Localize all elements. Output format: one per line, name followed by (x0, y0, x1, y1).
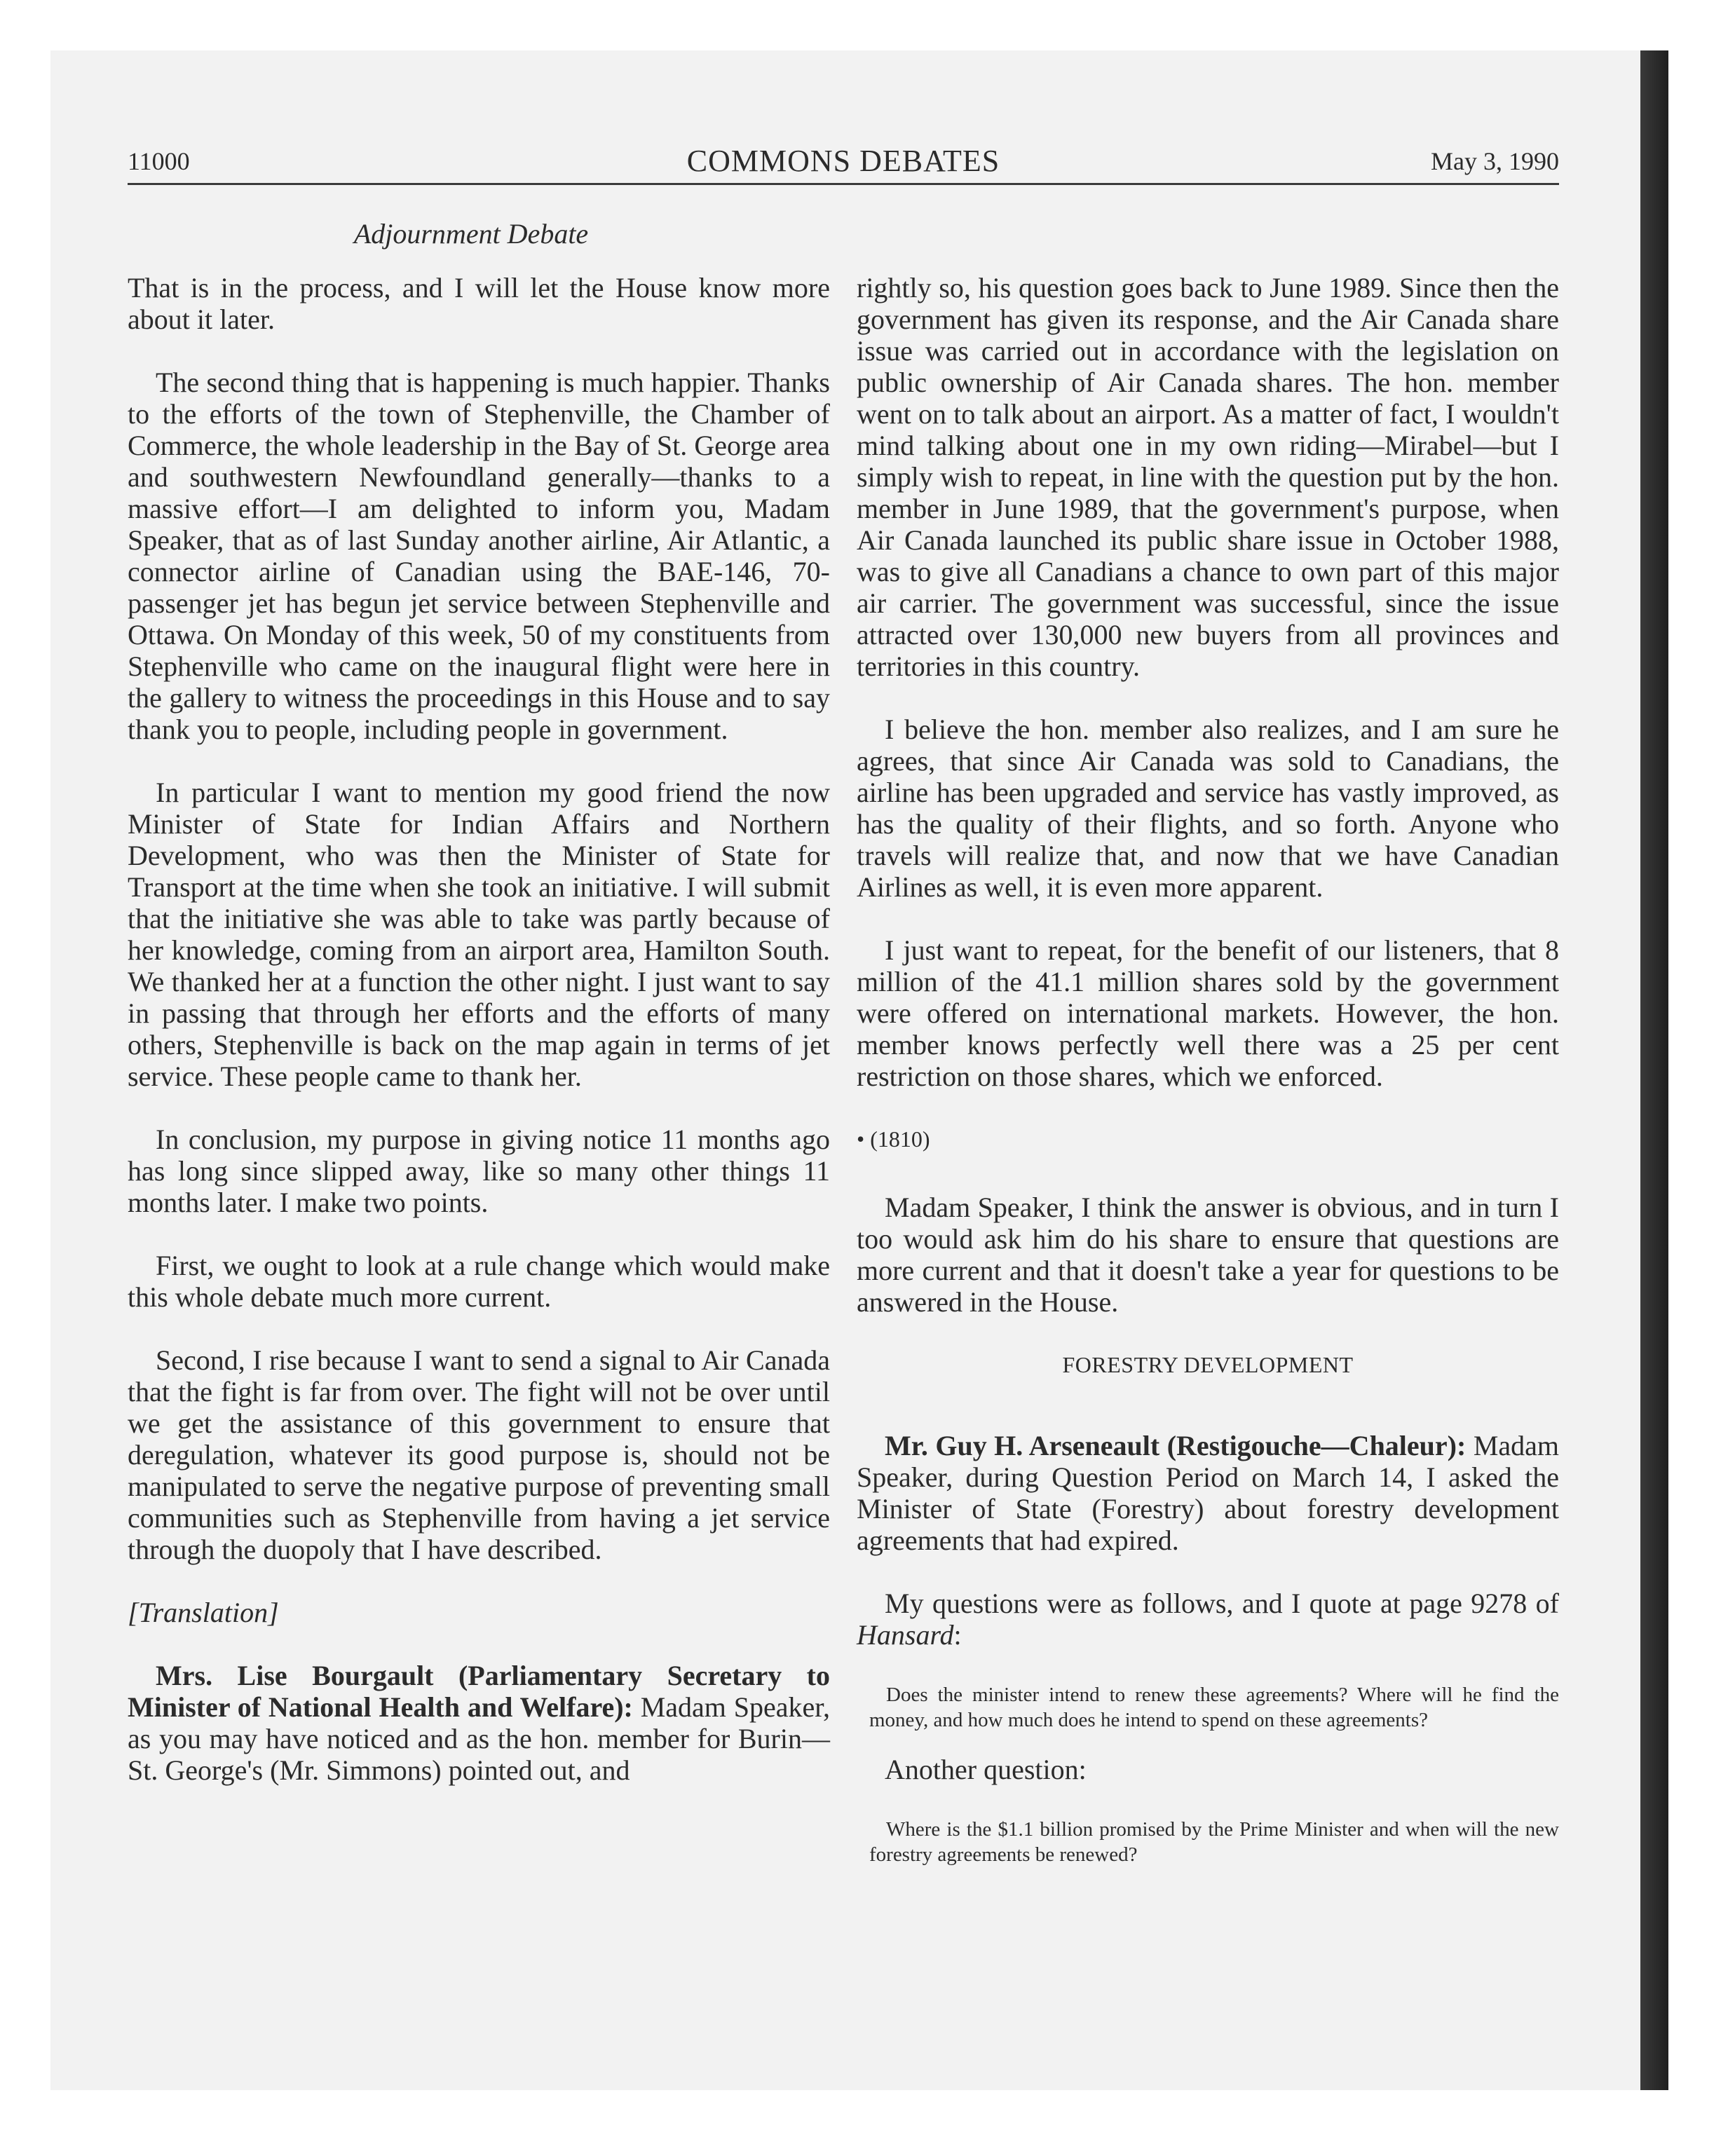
paragraph: In particular I want to mention my good friend the now Minister of State for Indian Affairs and Northern Development, who was then the Minister of State for Transport at the time when she took an initiative. I will submit that the initiative she was able to take was partly because of her knowledge, coming from an airport area, Hamilton South. We thanked her at a function the other night. I just want to say in passing that through her efforts and the efforts of many others, Stephenville is back on the map again in terms of jet service. These people came to thank her. (128, 777, 830, 1092)
paragraph: The second thing that is happening is much happier. Thanks to the efforts of the town of Stephenville, the Chamber of Commerce, the whole leadership in the Bay of St. George area and southwestern Newfoundland generally—thanks to a massive effort—I am delighted to inform you, Madam Speaker, that as of last Sunday another airline, Air Atlantic, a connector airline of Canadian using the BAE-146, 70-passenger jet has begun jet service between Stephenville and Ottawa. On Monday of this week, 50 of my constituents from Stephenville who came on the inaugural flight were here in the gallery to witness the proceedings in this House and to say thank you to people, including people in government. (128, 367, 830, 745)
right-column (857, 272, 1559, 1888)
speech-text: Madam Speaker, as you may have noticed and as the hon. member for Burin—St. George's (Mr. Simmons) pointed out, and (128, 1691, 830, 1786)
timestamp: • (1810) (857, 1126, 930, 1152)
paragraph: I just want to repeat, for the benefit of our listeners, that 8 million of the 41.1 million shares sold by the government were offered on international markets. However, the hon. member knows perfectly well there was a 25 per cent restriction on those shares, which we enforced. (857, 934, 1559, 1092)
paragraph: In conclusion, my purpose in giving notice 11 months ago has long since slipped away, like so many other things 11 months later. I make two points. (128, 1124, 830, 1218)
speech-text: Madam Speaker, during Question Period on March 14, I asked the Minister of State (Forestry) about forestry development agreements that had expired. (857, 1430, 1560, 1556)
speech-paragraph (128, 1660, 830, 1786)
paragraph: rightly so, his question goes back to June 1989. Since then the government has given its response, and the Air Canada share issue was carried out in accordance with the legislation on public ownership of Air Canada shares. The hon. member went on to talk about an airport. As a matter of fact, I wouldn't mind talking about one in my own riding—Mirabel—but I simply wish to repeat, in line with the question put by the hon. member in June 1989, that the government's purpose, when Air Canada launched its public share issue in October 1988, was to give all Canadians a chance to own part of this major air carrier. The government was successful, since the issue attracted over 130,000 new buyers from all provinces and territories in this country. (857, 272, 1559, 682)
left-column (128, 272, 830, 1817)
paragraph: I believe the hon. member also realizes, and I am sure he agrees, that since Air Canada was sold to Canadians, the airline has been upgraded and service has vastly improved, as has the quality of their flights, and so forth. Anyone who travels will realize that, and now that we have Canadian Airlines as well, it is even more apparent. (857, 714, 1559, 903)
paragraph: First, we ought to look at a rule change which would make this whole debate much more current. (128, 1250, 830, 1313)
paragraph: That is in the process, and I will let the House know more about it later. (128, 272, 830, 335)
page-header (128, 144, 1559, 186)
publication-title: COMMONS DEBATES (686, 144, 1000, 178)
block-quote: Does the minister intend to renew these agreements? Where will he find the money, and how much does he intend to spend on these agreements? (869, 1684, 1559, 1731)
scan-edge-shadow (1640, 50, 1668, 2090)
page-number: 11000 (128, 147, 190, 175)
paragraph (857, 1588, 1559, 1651)
hansard-title: Hansard (857, 1619, 954, 1651)
page-date: May 3, 1990 (1431, 147, 1559, 175)
speech-paragraph (857, 1430, 1559, 1556)
paragraph: Another question: (885, 1754, 1087, 1785)
translation-tag: [Translation] (128, 1597, 279, 1628)
paragraph: Madam Speaker, I think the answer is obvious, and in turn I too would ask him do his share to ensure that questions are more current and that it doesn't take a year for questions to be answered in the House. (857, 1192, 1559, 1318)
paragraph: Second, I rise because I want to send a signal to Air Canada that the fight is far from over. The fight will not be over until we get the assistance of this government to ensure that deregulation, whatever its good purpose is, should not be manipulated to serve the negative purpose of preventing small communities such as Stephenville from having a jet service through the duopoly that I have described. (128, 1344, 830, 1565)
paragraph-end: : (953, 1619, 962, 1651)
header-rule (128, 183, 1559, 185)
speaker-name: Mr. Guy H. Arseneault (Restigouche—Chaleur): (885, 1430, 1467, 1461)
paragraph-lead: My questions were as follows, and I quote at page 9278 of (885, 1588, 1559, 1619)
speaker-name: Mrs. Lise Bourgault (Parliamentary Secretary to Minister of National Health and Welfare): (128, 1660, 830, 1723)
section-heading: Adjournment Debate (353, 218, 589, 250)
block-quote: Where is the $1.1 billion promised by the Prime Minister and when will the new forestry agreements be renewed? (869, 1818, 1559, 1866)
topic-heading: FORESTRY DEVELOPMENT (1062, 1352, 1354, 1377)
